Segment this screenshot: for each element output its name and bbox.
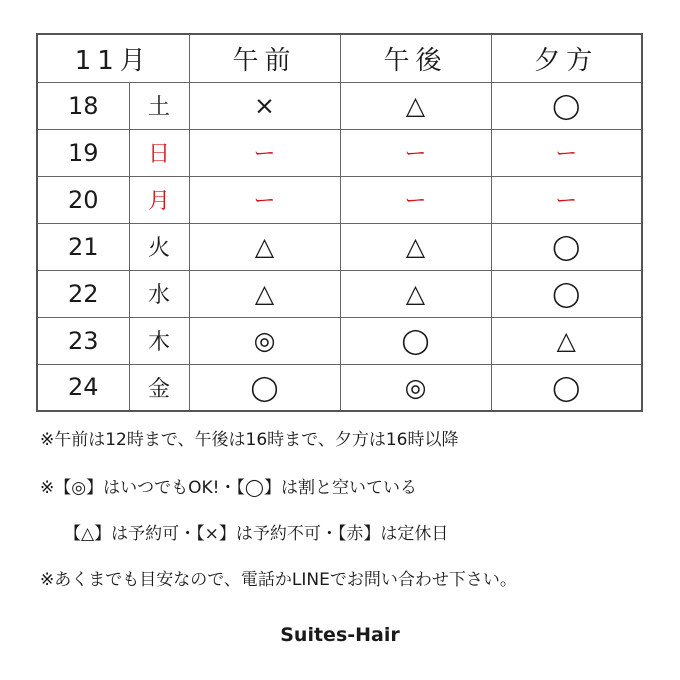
morning-status: ー bbox=[189, 129, 340, 176]
afternoon-status: ◯ bbox=[340, 317, 491, 364]
header-row bbox=[37, 34, 642, 82]
weekday-cell: 木 bbox=[129, 317, 189, 364]
evening-status: ◯ bbox=[491, 82, 642, 129]
afternoon-status: △ bbox=[340, 270, 491, 317]
legend-note-booking: 【△】は予約可・【×】は予約不可・【赤】は定休日 bbox=[64, 524, 449, 544]
evening-header: 夕方 bbox=[491, 34, 642, 82]
morning-status: △ bbox=[189, 223, 340, 270]
table-row bbox=[37, 176, 642, 223]
date-cell: 22 bbox=[37, 270, 129, 317]
afternoon-status: △ bbox=[340, 82, 491, 129]
evening-status: ◯ bbox=[491, 270, 642, 317]
salon-name: Suites-Hair bbox=[280, 624, 400, 646]
afternoon-status: ー bbox=[340, 176, 491, 223]
table-row bbox=[37, 223, 642, 270]
weekday-cell: 日 bbox=[129, 129, 189, 176]
date-cell: 18 bbox=[37, 82, 129, 129]
afternoon-status: △ bbox=[340, 223, 491, 270]
date-cell: 24 bbox=[37, 364, 129, 411]
date-cell: 21 bbox=[37, 223, 129, 270]
morning-status: ◯ bbox=[189, 364, 340, 411]
schedule-table bbox=[36, 33, 643, 412]
weekday-cell: 金 bbox=[129, 364, 189, 411]
morning-status: △ bbox=[189, 270, 340, 317]
morning-status: × bbox=[189, 82, 340, 129]
morning-status: ◎ bbox=[189, 317, 340, 364]
contact-note: ※あくまでも目安なので、電話かLINEでお問い合わせ下さい。 bbox=[40, 570, 517, 590]
table-row bbox=[37, 82, 642, 129]
table-row bbox=[37, 317, 642, 364]
legend-note-availability: ※【◎】はいつでもOK!・【◯】は割と空いている bbox=[40, 478, 417, 498]
afternoon-status: ー bbox=[340, 129, 491, 176]
date-cell: 19 bbox=[37, 129, 129, 176]
evening-status: ◯ bbox=[491, 364, 642, 411]
evening-status: △ bbox=[491, 317, 642, 364]
legend-notes bbox=[40, 428, 650, 616]
morning-status: ー bbox=[189, 176, 340, 223]
date-cell: 23 bbox=[37, 317, 129, 364]
weekday-cell: 水 bbox=[129, 270, 189, 317]
afternoon-status: ◎ bbox=[340, 364, 491, 411]
evening-status: ー bbox=[491, 129, 642, 176]
weekday-cell: 火 bbox=[129, 223, 189, 270]
morning-header: 午前 bbox=[189, 34, 340, 82]
date-cell: 20 bbox=[37, 176, 129, 223]
month-header: 11月 bbox=[37, 34, 189, 82]
table-row bbox=[37, 364, 642, 411]
weekday-cell: 月 bbox=[129, 176, 189, 223]
weekday-cell: 土 bbox=[129, 82, 189, 129]
table-row bbox=[37, 270, 642, 317]
evening-status: ◯ bbox=[491, 223, 642, 270]
afternoon-header: 午後 bbox=[340, 34, 491, 82]
hours-note: ※午前は12時まで、午後は16時まで、夕方は16時以降 bbox=[40, 430, 459, 450]
table-row bbox=[37, 129, 642, 176]
evening-status: ー bbox=[491, 176, 642, 223]
